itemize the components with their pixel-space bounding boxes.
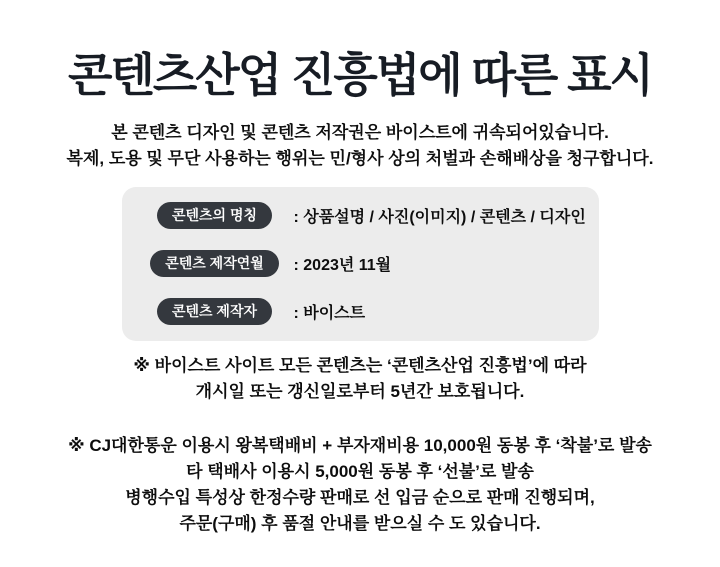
copyright-statement — [0, 120, 720, 172]
shipping-notice-line-2: 타 택배사 이용시 5,000원 동봉 후 ‘선불’로 발송 — [186, 462, 534, 481]
production-date-value: : 2023년 11월 — [293, 257, 392, 274]
producer-value: : 바이스트 — [293, 305, 366, 322]
copyright-line-2: 복제, 도용 및 무단 사용하는 행위는 민/형사 상의 처벌과 손해배상을 청구합니다. — [66, 149, 654, 168]
info-row-content-name — [146, 202, 586, 229]
shipping-notice-line-3: 병행수입 특성상 한정수량 판매로 선 입금 순으로 판매 진행되며, — [125, 488, 595, 507]
copyright-line-1: 본 콘텐츠 디자인 및 콘텐츠 저작권은 바이스트에 귀속되어있습니다. — [111, 123, 609, 142]
protection-notice-line-1: ※ 바이스트 사이트 모든 콘텐츠는 ‘콘텐츠산업 진흥법’에 따라 — [133, 356, 587, 375]
label-pill-column — [146, 298, 284, 325]
protection-notice — [0, 353, 720, 405]
content-info-box — [122, 187, 599, 341]
producer-label-pill: 콘텐츠 제작자 — [157, 298, 272, 325]
page-title: 콘텐츠산업 진흥법에 따른 표시 — [67, 49, 652, 101]
info-row-production-date — [146, 250, 583, 277]
production-date-label-pill: 콘텐츠 제작연월 — [150, 250, 279, 277]
label-pill-column — [146, 202, 284, 229]
protection-notice-line-2: 개시일 또는 갱신일로부터 5년간 보호됩니다. — [195, 382, 525, 401]
shipping-notice-line-4: 주문(구매) 후 품절 안내를 받으실 수 도 있습니다. — [179, 514, 541, 533]
content-name-label-pill: 콘텐츠의 명칭 — [157, 202, 272, 229]
label-pill-column — [146, 250, 284, 277]
shipping-notice-line-1: ※ CJ대한통운 이용시 왕복택배비 + 부자재비용 10,000원 동봉 후 ‘착불’로 발송 — [68, 436, 652, 455]
content-name-value: : 상품설명 / 사진(이미지) / 콘텐츠 / 디자인 — [293, 209, 586, 226]
info-row-producer — [146, 298, 583, 325]
shipping-notice — [0, 433, 720, 537]
